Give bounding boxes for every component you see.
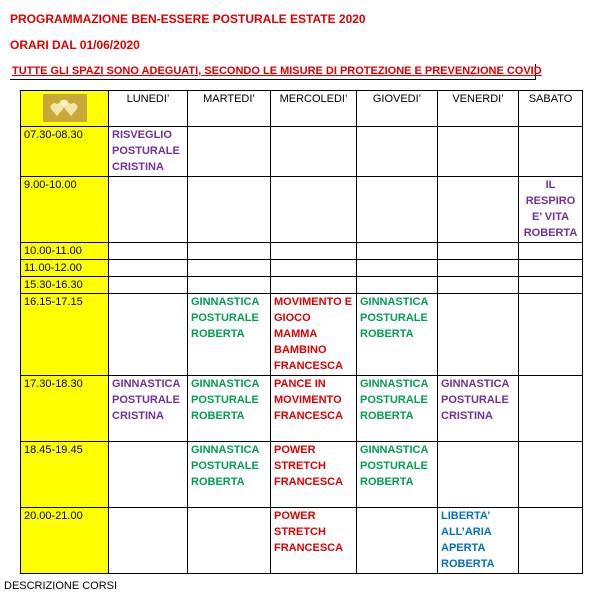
schedule-cell xyxy=(188,177,271,243)
table-row xyxy=(21,127,583,177)
schedule-cell xyxy=(519,508,583,574)
schedule-table xyxy=(20,90,583,574)
schedule-cell xyxy=(438,277,519,294)
time-slot: 9.00-10.00 xyxy=(21,177,109,243)
table-row xyxy=(21,376,583,442)
schedule-cell xyxy=(109,177,188,243)
table-row xyxy=(21,442,583,508)
schedule-cell xyxy=(357,260,438,277)
course-entry: GINNASTICA POSTURALE ROBERTA xyxy=(357,376,438,442)
day-header: MARTEDI’ xyxy=(188,91,271,127)
schedule-cell xyxy=(188,260,271,277)
time-slot: 11.00-12.00 xyxy=(21,260,109,277)
course-entry: POWER STRETCH FRANCESCA xyxy=(271,508,357,574)
schedule-cell xyxy=(109,442,188,508)
schedule-cell xyxy=(271,260,357,277)
day-header: MERCOLEDI’ xyxy=(271,91,357,127)
course-entry: GINNASTICA POSTURALE ROBERTA xyxy=(188,376,271,442)
schedule-cell xyxy=(357,177,438,243)
time-slot: 07.30-08.30 xyxy=(21,127,109,177)
schedule-cell xyxy=(109,277,188,294)
schedule-cell xyxy=(438,260,519,277)
schedule-cell xyxy=(188,243,271,260)
schedule-cell xyxy=(519,277,583,294)
schedule-cell xyxy=(438,442,519,508)
course-entry: PANCE IN MOVIMENTO FRANCESCA xyxy=(271,376,357,442)
table-row xyxy=(21,177,583,243)
hearts-logo-icon xyxy=(43,94,87,122)
logo-cell xyxy=(21,91,109,127)
schedule-cell xyxy=(109,294,188,376)
course-entry: GINNASTICA POSTURALE ROBERTA xyxy=(357,442,438,508)
course-description-label: DESCRIZIONE CORSI xyxy=(4,580,118,592)
schedule-cell xyxy=(109,508,188,574)
course-entry: IL RESPIRO E’ VITA ROBERTA xyxy=(519,177,583,243)
course-entry: LIBERTA’ ALL’ARIA APERTA ROBERTA xyxy=(438,508,519,574)
schedule-cell xyxy=(438,177,519,243)
schedule-cell xyxy=(438,294,519,376)
covid-notice: TUTTE GLI SPAZI SONO ADEGUATI, SECONDO LE MISURE DI PROTEZIONE E PREVENZIONE COVID xyxy=(10,64,536,80)
table-row xyxy=(21,294,583,376)
table-row xyxy=(21,277,583,294)
course-entry: GINNASTICA POSTURALE CRISTINA xyxy=(438,376,519,442)
schedule-cell xyxy=(519,376,583,442)
schedule-cell xyxy=(357,127,438,177)
day-header: SABATO xyxy=(519,91,583,127)
schedule-cell xyxy=(519,243,583,260)
time-slot: 10.00-11.00 xyxy=(21,243,109,260)
table-row xyxy=(21,508,583,574)
course-entry: RISVEGLIO POSTURALE CRISTINA xyxy=(109,127,188,177)
course-entry: POWER STRETCH FRANCESCA xyxy=(271,442,357,508)
schedule-cell xyxy=(188,508,271,574)
schedule-cell xyxy=(438,127,519,177)
time-slot: 18.45-19.45 xyxy=(21,442,109,508)
schedule-cell xyxy=(519,260,583,277)
schedule-cell xyxy=(519,127,583,177)
schedule-cell xyxy=(188,127,271,177)
day-header: VENERDI’ xyxy=(438,91,519,127)
schedule-cell xyxy=(271,127,357,177)
schedule-cell xyxy=(357,508,438,574)
time-slot: 20.00-21.00 xyxy=(21,508,109,574)
time-slot: 17.30-18.30 xyxy=(21,376,109,442)
course-entry: GINNASTICA POSTURALE ROBERTA xyxy=(188,294,271,376)
schedule-cell xyxy=(188,277,271,294)
schedule-cell xyxy=(438,243,519,260)
schedule-cell xyxy=(519,442,583,508)
header-row xyxy=(21,91,583,127)
schedule-cell xyxy=(519,294,583,376)
course-entry: GINNASTICA POSTURALE ROBERTA xyxy=(357,294,438,376)
time-slot: 16.15-17.15 xyxy=(21,294,109,376)
course-entry: GINNASTICA POSTURALE CRISTINA xyxy=(109,376,188,442)
schedule-cell xyxy=(271,177,357,243)
table-row xyxy=(21,243,583,260)
hours-subtitle: ORARI DAL 01/06/2020 xyxy=(10,38,140,52)
day-header: GIOVEDI’ xyxy=(357,91,438,127)
time-slot: 15.30-16.30 xyxy=(21,277,109,294)
schedule-cell xyxy=(109,260,188,277)
schedule-cell xyxy=(271,277,357,294)
schedule-cell xyxy=(357,277,438,294)
schedule-cell xyxy=(109,243,188,260)
course-entry: GINNASTICA POSTURALE ROBERTA xyxy=(188,442,271,508)
page-title: PROGRAMMAZIONE BEN-ESSERE POSTURALE ESTATE 2020 xyxy=(10,12,366,26)
course-entry: MOVIMENTO E GIOCO MAMMA BAMBINO FRANCESCA xyxy=(271,294,357,376)
day-header: LUNEDI’ xyxy=(109,91,188,127)
schedule-cell xyxy=(357,243,438,260)
table-row xyxy=(21,260,583,277)
schedule-cell xyxy=(271,243,357,260)
